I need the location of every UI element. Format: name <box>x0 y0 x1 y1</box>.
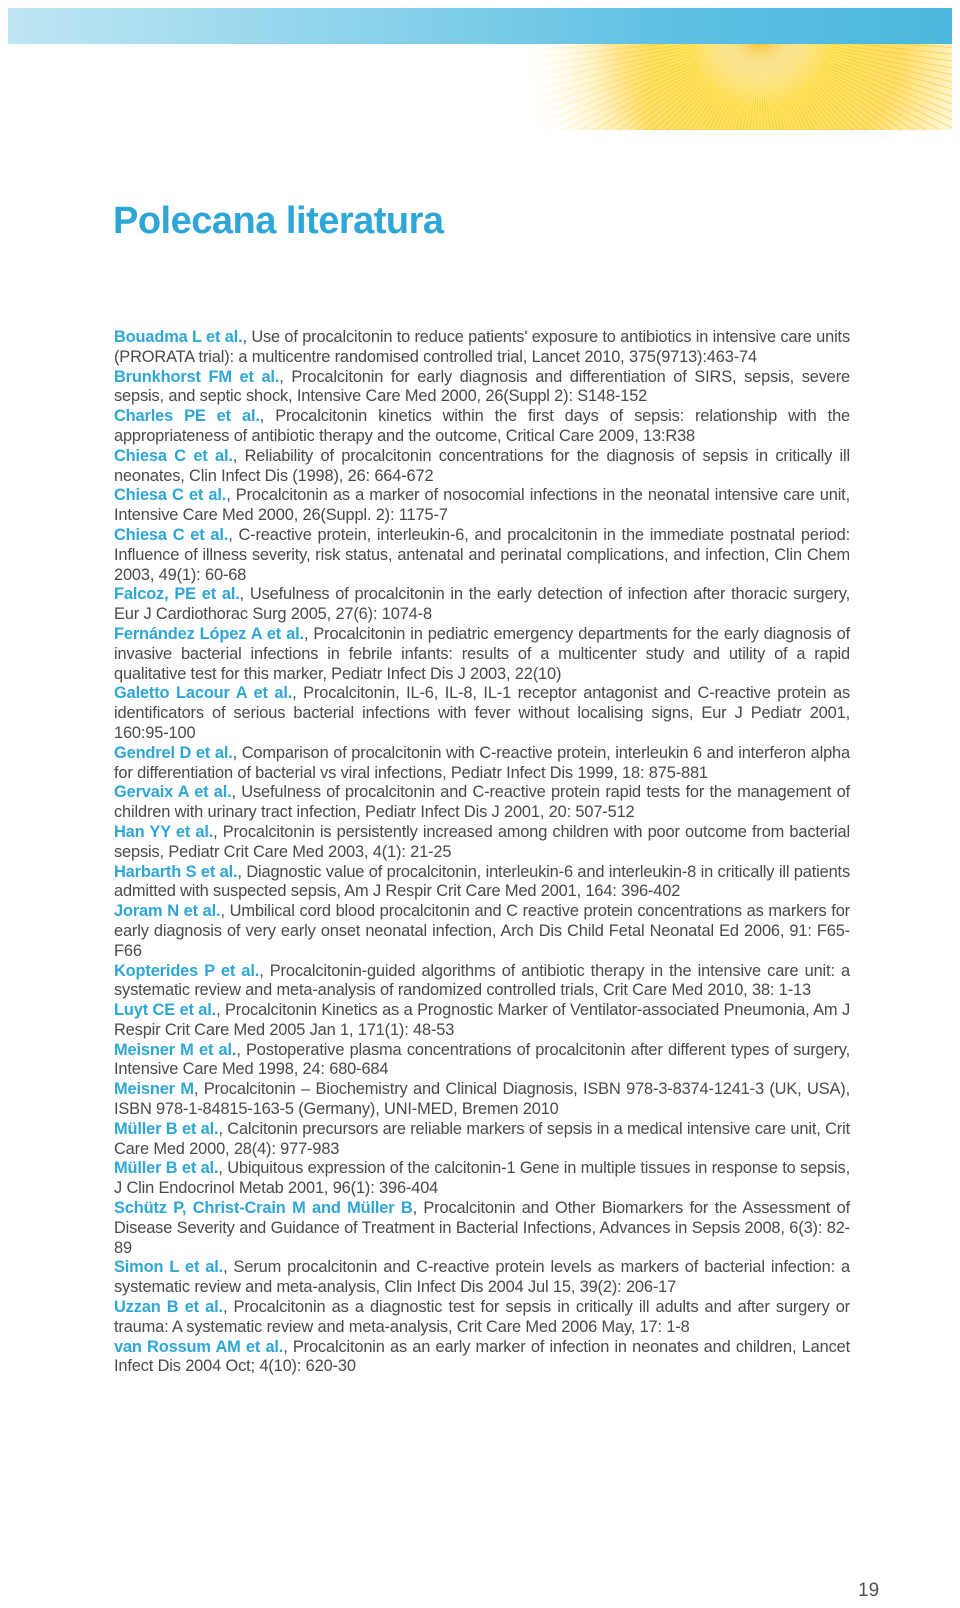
reference-author: Chiesa C et al. <box>114 525 229 544</box>
reference-author: Harbarth S et al. <box>114 862 238 881</box>
reference-item <box>114 368 850 408</box>
reference-author: Luyt CE et al. <box>114 1001 217 1020</box>
reference-author: Han YY et al. <box>114 822 214 841</box>
reference-citation: , Calcitonin precursors are reliable markers of sepsis in a medical intensive care unit, Crit Care Med 2000, 28(4): 977-983 <box>114 1119 850 1158</box>
reference-author: Gervaix A et al. <box>114 783 232 802</box>
reference-item <box>114 328 850 368</box>
reference-item <box>114 1041 850 1081</box>
reference-citation: , Procalcitonin as a marker of nosocomial infections in the neonatal intensive care unit, Intensive Care Med 2000, 26(Suppl. 2): 1175-7 <box>114 486 850 525</box>
reference-item <box>114 625 850 684</box>
reference-author: Charles PE et al. <box>114 407 260 426</box>
reference-author: Joram N et al. <box>114 902 221 921</box>
page-title: Polecana literatura <box>113 200 444 242</box>
reference-author: Kopterides P et al. <box>114 961 260 980</box>
reference-citation: , Procalcitonin as an early marker of infection in neonates and children, Lancet Infect Dis 2004 Oct; 4(10): 620-30 <box>114 1337 850 1376</box>
reference-citation: , Procalcitonin Kinetics as a Prognostic Marker of Ventilator-associated Pneumonia, Am J Respir Crit Care Med 2005 Jan 1, 171(1): 48-53 <box>114 1001 850 1039</box>
reference-citation: , Comparison of procalcitonin with C-reactive protein, interleukin 6 and interferon alpha for differentiation of bacterial vs viral infections, Pediatr Infect Dis 1999, 18: 875-881 <box>114 743 850 782</box>
reference-item <box>114 1080 850 1120</box>
reference-list <box>114 328 850 1377</box>
reference-item <box>114 744 850 784</box>
reference-item <box>114 447 850 487</box>
reference-item <box>114 1120 850 1160</box>
reference-author: Chiesa C et al. <box>114 486 227 505</box>
reference-citation: , Usefulness of procalcitonin and C-reactive protein rapid tests for the management of children with urinary tract infection, Pediatr Infect Dis J 2001, 20: 507-512 <box>114 783 850 822</box>
reference-citation: , Serum procalcitonin and C-reactive protein levels as markers of bacterial infection: a systematic review and meta-analysis, Clin Infect Dis 2004 Jul 15, 39(2): 206-17 <box>114 1258 850 1297</box>
reference-author: Simon L et al. <box>114 1258 224 1277</box>
reference-citation: , Procalcitonin in pediatric emergency departments for the early diagnosis of invasive bacterial infections in febrile infants: results of a multicenter study and utility of a rapid qualitative test for this marker, Pediatr Infect Dis J 2003, 22(10) <box>114 624 850 683</box>
reference-item <box>114 585 850 625</box>
reference-item <box>114 526 850 585</box>
reference-author: Meisner M <box>114 1080 194 1099</box>
reference-citation: , Procalcitonin and Other Biomarkers for the Assessment of Disease Severity and Guidance of Treatment in Bacterial Infections, Advances in Sepsis 2008, 6(3): 82-89 <box>114 1199 850 1257</box>
reference-author: van Rossum AM et al. <box>114 1337 284 1356</box>
reference-author: Bouadma L et al. <box>114 328 243 346</box>
reference-citation: , Diagnostic value of procalcitonin, interleukin-6 and interleukin-8 in critically ill patients admitted with suspected sepsis, Am J Respir Crit Care Med 2001, 164: 396-402 <box>114 862 851 901</box>
reference-author: Brunkhorst FM et al. <box>114 367 280 386</box>
page-number: 19 <box>858 1580 880 1601</box>
reference-author: Uzzan B et al. <box>114 1298 223 1317</box>
reference-citation: , Procalcitonin is persistently increased among children with poor outcome from bacterial sepsis, Pediatr Crit Care Med 2003, 4(1): 21-25 <box>114 822 850 861</box>
reference-author: Galetto Lacour A et al. <box>114 684 293 703</box>
reference-citation: , C-reactive protein, interleukin-6, and procalcitonin in the immediate postnatal period: Influence of illness severity, risk status, antenatal and perinatal complications, and infection, Clin Chem 2003, 49(1): 60-68 <box>114 525 850 584</box>
reference-item <box>114 902 850 961</box>
reference-item <box>114 823 850 863</box>
reference-author: Müller B et al. <box>114 1159 219 1178</box>
reference-item <box>114 962 850 1002</box>
reference-citation: , Ubiquitous expression of the calcitonin-1 Gene in multiple tissues in response to sepsis, J Clin Endocrinol Metab 2001, 96(1): 396-404 <box>114 1159 850 1198</box>
reference-item <box>114 1298 850 1338</box>
reference-item <box>114 407 850 447</box>
reference-citation: , Procalcitonin – Biochemistry and Clinical Diagnosis, ISBN 978-3-8374-1241-3 (UK, USA), ISBN 978-1-84815-163-5 (Germany), UNI-MED, Bremen 2010 <box>114 1080 850 1119</box>
reference-item <box>114 1001 850 1041</box>
reference-item <box>114 1338 850 1378</box>
reference-item <box>114 684 850 743</box>
reference-item <box>114 1159 850 1199</box>
reference-author: Chiesa C et al. <box>114 446 233 465</box>
reference-item <box>114 863 850 903</box>
reference-item <box>114 1258 850 1298</box>
header-bar <box>8 8 952 44</box>
reference-item <box>114 783 850 823</box>
reference-author: Fernández López A et al. <box>114 624 304 643</box>
reference-citation: , Usefulness of procalcitonin in the early detection of infection after thoracic surgery, Eur J Cardiothorac Surg 2005, 27(6): 1074-8 <box>114 585 850 624</box>
reference-citation: , Umbilical cord blood procalcitonin and C reactive protein concentrations as markers for early diagnosis of very early onset neonatal infection, Arch Dis Child Fetal Neonatal Ed 2006, 91: F65-F66 <box>114 902 850 960</box>
reference-citation: , Procalcitonin kinetics within the first days of sepsis: relationship with the appropriateness of antibiotic therapy and the outcome, Critical Care 2009, 13:R38 <box>114 407 850 445</box>
reference-citation: , Procalcitonin-guided algorithms of antibiotic therapy in the intensive care unit: a systematic review and meta-analysis of randomized controlled trials, Crit Care Med 2010, 38: 1-13 <box>114 961 850 1000</box>
reference-citation: , Reliability of procalcitonin concentrations for the diagnosis of sepsis in critically ill neonates, Clin Infect Dis (1998), 26: 664-672 <box>114 446 850 485</box>
reference-author: Falcoz, PE et al. <box>114 585 240 604</box>
reference-citation: , Postoperative plasma concentrations of procalcitonin after different types of surgery, Intensive Care Med 1998, 24: 680-684 <box>114 1040 850 1079</box>
reference-author: Müller B et al. <box>114 1119 219 1138</box>
reference-author: Schütz P, Christ-Crain M and Müller B <box>114 1199 413 1218</box>
reference-author: Meisner M et al. <box>114 1040 237 1059</box>
reference-item <box>114 486 850 526</box>
sun-rays-graphic <box>520 44 952 130</box>
reference-citation: , Use of procalcitonin to reduce patients' exposure to antibiotics in intensive care units (PRORATA trial): a multicentre randomised controlled trial, Lancet 2010, 375(9713):463-74 <box>114 328 851 366</box>
reference-citation: , Procalcitonin, IL-6, IL-8, IL-1 receptor antagonist and C-reactive protein as identificators of serious bacterial infections with fever without localising signs, Eur J Pediatr 2001, 160:95-100 <box>114 684 850 742</box>
reference-citation: , Procalcitonin as a diagnostic test for sepsis in critically ill adults and after surgery or trauma: A systematic review and meta-analysis, Crit Care Med 2006 May, 17: 1-8 <box>114 1298 850 1336</box>
reference-item <box>114 1199 850 1258</box>
reference-author: Gendrel D et al. <box>114 743 233 762</box>
reference-citation: , Procalcitonin for early diagnosis and differentiation of SIRS, sepsis, severe sepsis, and septic shock, Intensive Care Med 2000, 26(Suppl 2): S148-152 <box>114 367 850 406</box>
